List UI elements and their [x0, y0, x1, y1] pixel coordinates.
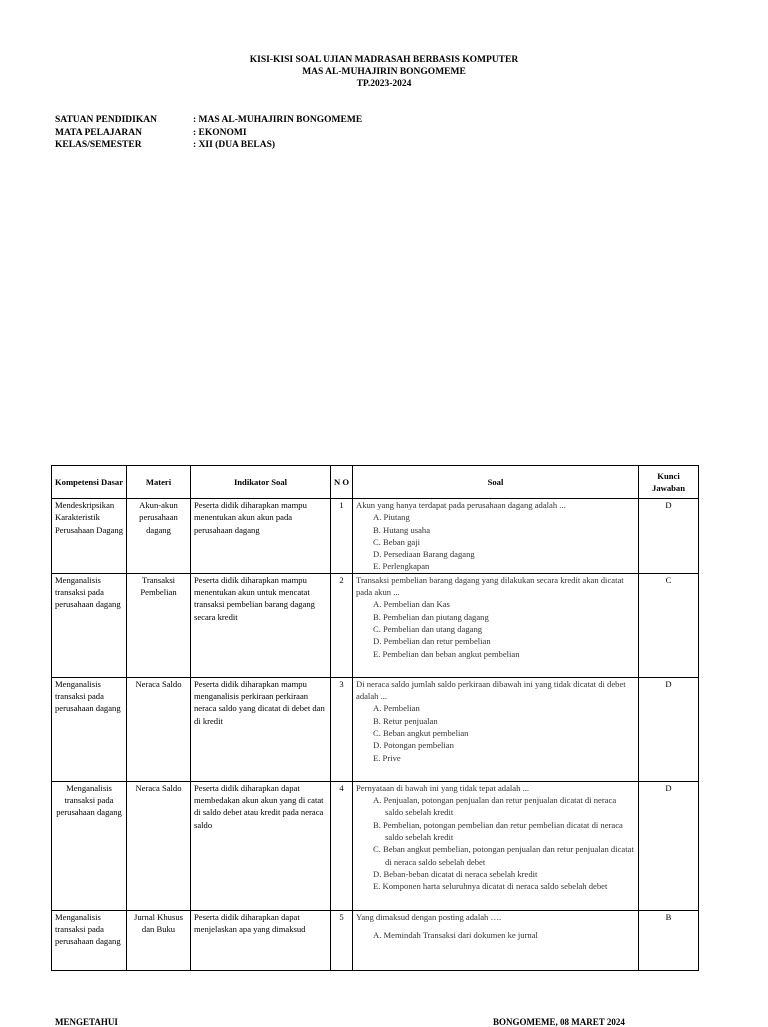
info-value: : XII (DUA BELAS): [193, 140, 276, 150]
col-header-materi: Materi: [127, 466, 191, 499]
kompetensi-cell: Menganalisis transaksi pada perusahaan dagang: [52, 573, 127, 677]
no-cell: 5: [331, 910, 353, 970]
option-d: D. Persediaan Barang dagang: [373, 549, 475, 560]
col-header-no: N O: [331, 466, 353, 499]
col-header-kompetensi: Kompetensi Dasar: [52, 466, 127, 499]
soal-cell: [353, 677, 639, 781]
table-header-row: [52, 466, 699, 499]
indikator-cell: Peserta didik diharapkan dapat membedakan akun akun yang di catat di saldo debet atau kredit pada neraca saldo: [191, 781, 331, 910]
no-cell: 2: [331, 573, 353, 677]
option-a: A. Pembelian: [373, 703, 420, 714]
question-stem: Transaksi pembelian barang dagang yang dilakukan secara kredit akan dicatat pada akun ...: [356, 574, 624, 598]
option-c: C. Beban gaji: [373, 536, 421, 547]
table-row: [52, 573, 699, 677]
option-a: A. Pembelian dan Kas: [373, 599, 450, 610]
answer-options: [356, 794, 635, 892]
materi-cell: Jurnal Khusus dan Buku: [127, 910, 191, 970]
question-stem: Pernyataan di bawah ini yang tidak tepat adalah ...: [356, 782, 530, 793]
header-year: TP.2023-2024: [356, 79, 412, 89]
option-e: E. Prive: [373, 752, 401, 763]
info-label: MATA PELAJARAN: [55, 127, 142, 138]
no-cell: 1: [331, 499, 353, 574]
col-header-soal: Soal: [353, 466, 639, 499]
header-title: KISI-KISI SOAL UJIAN MADRASAH BERBASIS KOMPUTER: [249, 55, 519, 65]
kompetensi-cell: Menganalisis transaksi pada perusahaan dagang: [52, 677, 127, 781]
indikator-cell: Peserta didik diharapkan mampu menentukan akun untuk mencatat transaksi pembelian barang dagang secara kredit: [191, 573, 331, 677]
option-a: A. Memindah Transaksi dari dokumen ke jurnal: [373, 930, 538, 941]
kunci-cell: D: [639, 677, 699, 781]
option-d: D. Pembelian dan retur pembelian: [373, 636, 491, 647]
option-b: B. Pembelian dan piutang dagang: [373, 611, 489, 622]
soal-cell: [353, 499, 639, 574]
table-row: [52, 677, 699, 781]
option-b: B. Pembelian, potongan pembelian dan retur pembelian dicatat di neraca saldo sebelah kredit: [373, 819, 623, 842]
option-d: D. Beban-beban dicatat di neraca sebelah kredit: [373, 868, 538, 879]
materi-cell: Neraca Saldo: [127, 677, 191, 781]
document-header: [0, 54, 768, 90]
table-row: [52, 499, 699, 574]
info-label: KELAS/SEMESTER: [55, 140, 142, 150]
info-row: [55, 139, 362, 152]
no-cell: 4: [331, 781, 353, 910]
table-row: [52, 781, 699, 910]
materi-cell: Transaksi Pembelian: [127, 573, 191, 677]
question-stem: Yang dimaksud dengan posting adalah ….: [356, 911, 502, 922]
identity-block: [55, 114, 362, 152]
indikator-cell: Peserta didik diharapkan dapat menjelaskan apa yang dimaksud: [191, 910, 331, 970]
kunci-cell: B: [639, 910, 699, 970]
soal-cell: [353, 781, 639, 910]
header-school: MAS AL-MUHAJIRIN BONGOMEME: [302, 67, 466, 77]
info-label: SATUAN PENDIDIKAN: [55, 115, 157, 125]
col-header-indikator: Indikator Soal: [191, 466, 331, 499]
soal-cell: [353, 573, 639, 677]
kunci-cell: D: [639, 781, 699, 910]
answer-options: [356, 511, 635, 572]
info-row: [55, 127, 362, 140]
footer-right: BONGOMEME, 08 MARET 2024: [493, 1017, 625, 1027]
option-e: E. Komponen harta seluruhnya dicatat di neraca saldo sebelah debet: [373, 881, 608, 892]
signature-footer: [0, 1017, 768, 1027]
kompetensi-cell: Menganalisis transaksi pada perusahaan dagang: [52, 781, 127, 910]
kisi-kisi-table-container: [51, 465, 698, 947]
kisi-kisi-table: [51, 465, 699, 971]
option-d: D. Potongan pembelian: [373, 740, 454, 751]
option-c: C. Beban angkut pembelian: [373, 727, 469, 738]
kunci-cell: D: [639, 499, 699, 574]
option-e: E. Perlengkapan: [373, 561, 430, 572]
materi-cell: Neraca Saldo: [127, 781, 191, 910]
option-a: A. Penjualan, potongan penjualan dan retur penjualan dicatat di neraca saldo sebelah kredit: [373, 795, 617, 818]
info-value: : EKONOMI: [193, 127, 247, 138]
table-row: [52, 910, 699, 970]
footer-left: MENGETAHUI: [55, 1017, 118, 1027]
option-e: E. Pembelian dan beban angkut pembelian: [373, 648, 520, 659]
answer-options: [356, 598, 635, 659]
option-b: B. Retur penjualan: [373, 715, 438, 726]
info-row: [55, 114, 362, 127]
col-header-kunci: Kunci Jawaban: [639, 466, 699, 499]
info-value: : MAS AL-MUHAJIRIN BONGOMEME: [193, 115, 363, 125]
option-c: C. Pembelian dan utang dagang: [373, 623, 483, 634]
kompetensi-cell: Menganalisis transaksi pada perusahaan dagang: [52, 910, 127, 970]
question-stem: Di neraca saldo jumlah saldo perkiraan dibawah ini yang tidak dicatat di debet adalah ...: [356, 678, 626, 702]
answer-options: [356, 929, 635, 941]
option-c: C. Beban angkut pembelian, potongan penjualan dan retur penjualan dicatat di neraca saldo sebelah debet: [373, 844, 634, 867]
answer-options: [356, 702, 635, 763]
option-b: B. Hutang usaha: [373, 524, 431, 535]
kompetensi-cell: Mendeskripsikan Karakteristik Perusahaan Dagang: [52, 499, 127, 574]
materi-cell: Akun-akun perusahaan dagang: [127, 499, 191, 574]
question-stem: Akun yang hanya terdapat pada perusahaan dagang adalah ...: [356, 500, 566, 510]
indikator-cell: Peserta didik diharapkan mampu menganalisis perkiraan perkiraan neraca saldo yang dicatat di debet dan di kredit: [191, 677, 331, 781]
indikator-cell: Peserta didik diharapkan mampu menentukan akun akun pada perusahaan dagang: [191, 499, 331, 574]
no-cell: 3: [331, 677, 353, 781]
soal-cell: [353, 910, 639, 970]
kunci-cell: C: [639, 573, 699, 677]
option-a: A. Piutang: [373, 512, 410, 523]
